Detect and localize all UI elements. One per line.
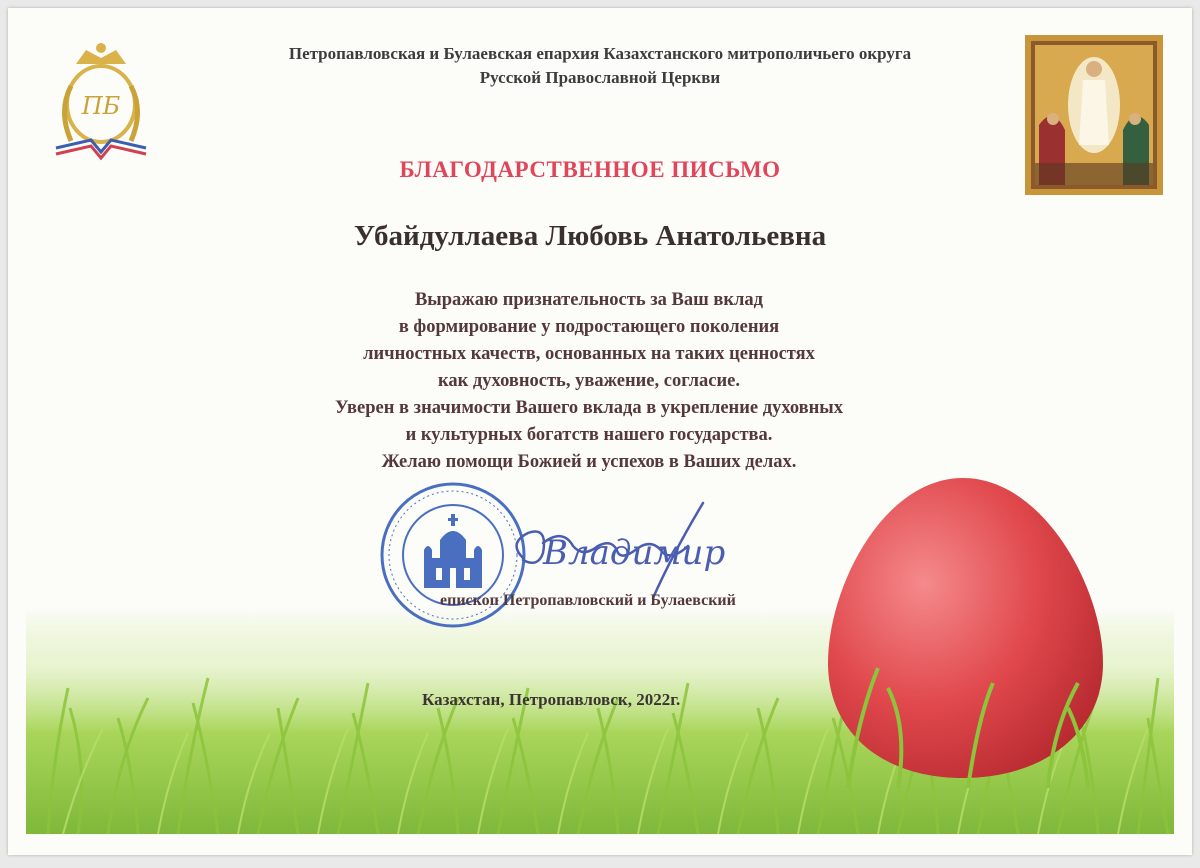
body-line-7: Желаю помощи Божией и успехов в Ваших делах. bbox=[381, 452, 797, 472]
header-line-2: Русской Православной Церкви bbox=[479, 68, 721, 87]
body-line-3: личностных качеств, основанных на таких ценностях bbox=[363, 344, 815, 364]
signature-text: Владимир bbox=[543, 533, 726, 573]
body-line-2: в формирование у подростающего поколения bbox=[398, 317, 780, 337]
header-line-1: Петропавловская и Булаевская епархия Казахстанского митрополичьего округа bbox=[288, 44, 912, 63]
body-line-6: и культурных богатств нашего государства. bbox=[405, 425, 773, 445]
letter-title: БЛАГОДАРСТВЕННОЕ ПИСЬМО bbox=[399, 157, 781, 182]
recipient-name: Убайдуллаева Любовь Анатольевна bbox=[353, 220, 827, 252]
body-line-5: Уверен в значимости Вашего вклада в укрепление духовных bbox=[334, 398, 843, 418]
svg-text:ПБ: ПБ bbox=[81, 92, 121, 120]
place-and-date: Казахстан, Петропавловск, 2022г. bbox=[422, 690, 681, 709]
body-line-4: как духовность, уважение, согласие. bbox=[438, 371, 740, 391]
easter-egg-image bbox=[818, 468, 1108, 788]
signer-title: епископ Петропавловский и Булаевский bbox=[440, 592, 736, 609]
certificate-sheet bbox=[8, 8, 1192, 855]
body-line-1: Выражаю признательность за Ваш вклад bbox=[414, 290, 764, 310]
